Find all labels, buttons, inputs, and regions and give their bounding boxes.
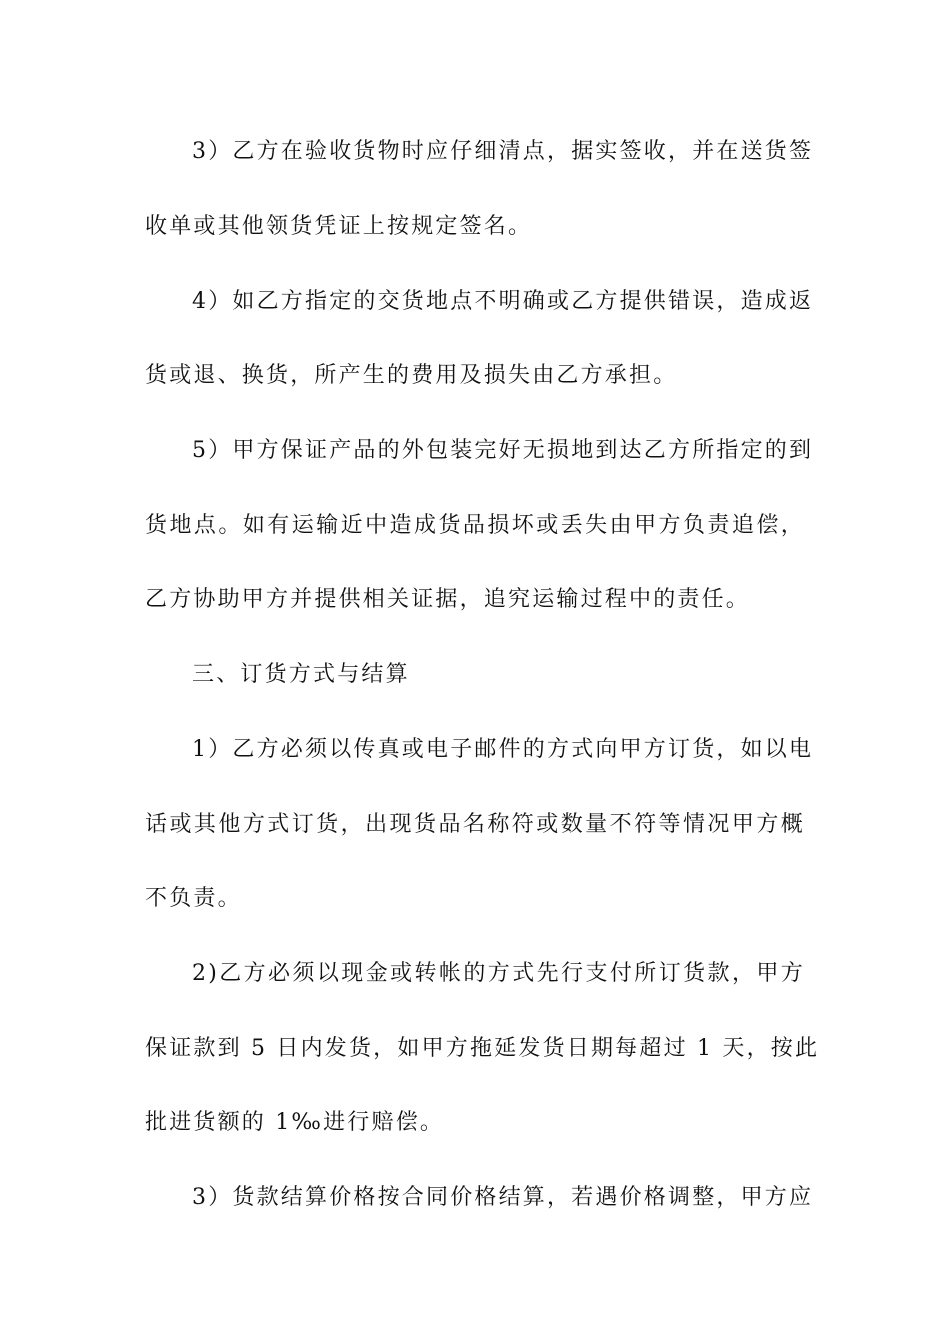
clause-4-line-2: 货或退、换货，所产生的费用及损失由乙方承担。	[145, 363, 678, 388]
clause-5-line-1: 5）甲方保证产品的外包装完好无损地到达乙方所指定的到	[192, 438, 814, 463]
clause-5-line-3: 乙方协助甲方并提供相关证据，追究运输过程中的责任。	[145, 587, 751, 612]
ordering-clause-1-line-2: 话或其他方式订货，出现货品名称符或数量不符等情况甲方概	[145, 812, 805, 837]
clause-3-line-1: 3）乙方在验收货物时应仔细清点，据实签收，并在送货签	[192, 139, 814, 164]
section-heading-ordering-settlement: 三、订货方式与结算	[192, 662, 410, 687]
ordering-clause-2-line-2: 保证款到 5 日内发货，如甲方拖延发货日期每超过 1 天，按此	[145, 1036, 820, 1061]
ordering-clause-1-line-1: 1）乙方必须以传真或电子邮件的方式向甲方订货，如以电	[192, 737, 814, 762]
ordering-clause-3-line-1: 3）货款结算价格按合同价格结算，若遇价格调整，甲方应	[192, 1185, 814, 1210]
clause-4-line-1: 4）如乙方指定的交货地点不明确或乙方提供错误，造成返	[192, 289, 814, 314]
clause-3-line-2: 收单或其他领货凭证上按规定签名。	[145, 214, 533, 239]
ordering-clause-2-line-1: 2)乙方必须以现金或转帐的方式先行支付所订货款，甲方	[192, 961, 805, 986]
ordering-clause-1-line-3: 不负责。	[145, 886, 242, 911]
ordering-clause-2-line-3: 批进货额的 1‰进行赔偿。	[145, 1110, 445, 1135]
clause-5-line-2: 货地点。如有运输近中造成货品损坏或丢失由甲方负责追偿，	[145, 513, 805, 538]
